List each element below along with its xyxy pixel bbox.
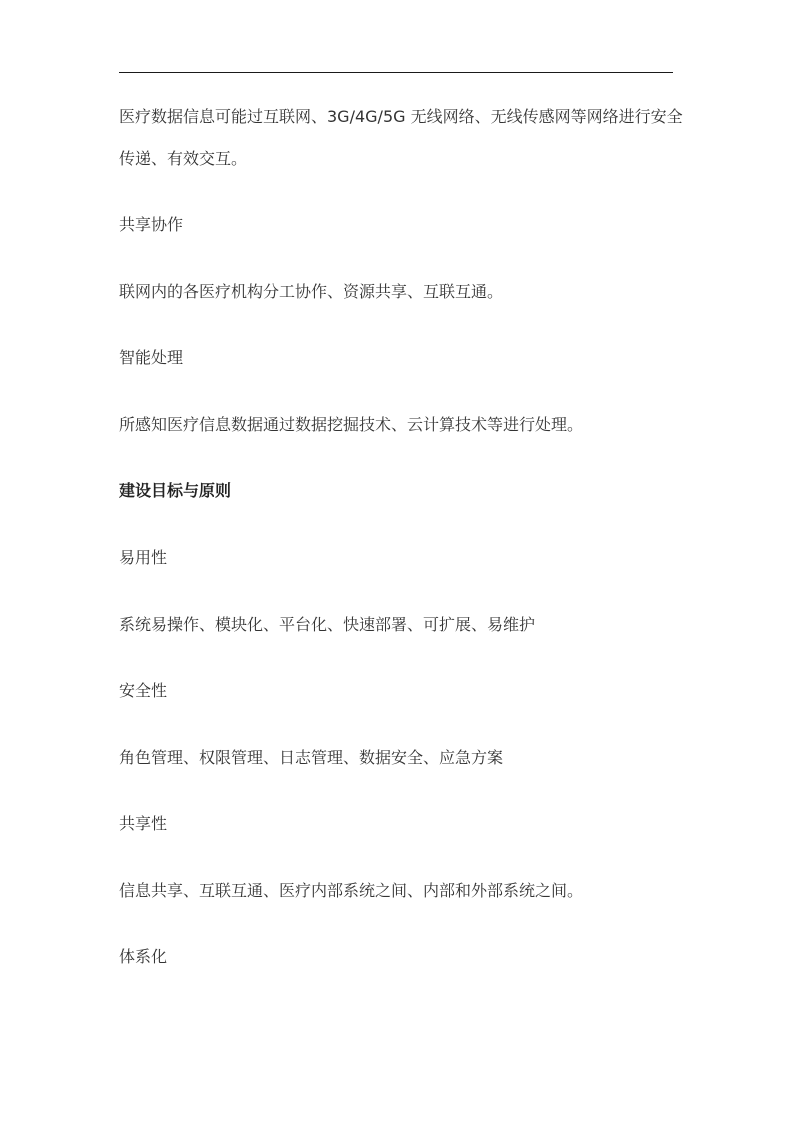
- paragraph-data-transfer-line-1: 医疗数据信息可能过互联网、3G/4G/5G 无线网络、无线传感网等网络进行安全: [119, 107, 683, 126]
- paragraph-shareability: 信息共享、互联互通、医疗内部系统之间、内部和外部系统之间。: [119, 881, 584, 900]
- paragraph-usability: 系统易操作、模块化、平台化、快速部署、可扩展、易维护: [119, 615, 536, 634]
- subheading-security: 安全性: [119, 681, 168, 700]
- paragraph-data-transfer-line-2: 传递、有效交互。: [119, 149, 248, 168]
- subheading-shareability: 共享性: [119, 814, 168, 833]
- section-heading-goals-principles: 建设目标与原则: [119, 481, 232, 500]
- paragraph-security: 角色管理、权限管理、日志管理、数据安全、应急方案: [119, 748, 504, 767]
- header-divider: [119, 72, 673, 73]
- subheading-sharing-collaboration: 共享协作: [119, 215, 184, 234]
- paragraph-sharing-collaboration: 联网内的各医疗机构分工协作、资源共享、互联互通。: [119, 282, 504, 301]
- subheading-systematization: 体系化: [119, 947, 168, 966]
- subheading-smart-processing: 智能处理: [119, 348, 184, 367]
- subheading-usability: 易用性: [119, 548, 168, 567]
- paragraph-smart-processing: 所感知医疗信息数据通过数据挖掘技术、云计算技术等进行处理。: [119, 415, 584, 434]
